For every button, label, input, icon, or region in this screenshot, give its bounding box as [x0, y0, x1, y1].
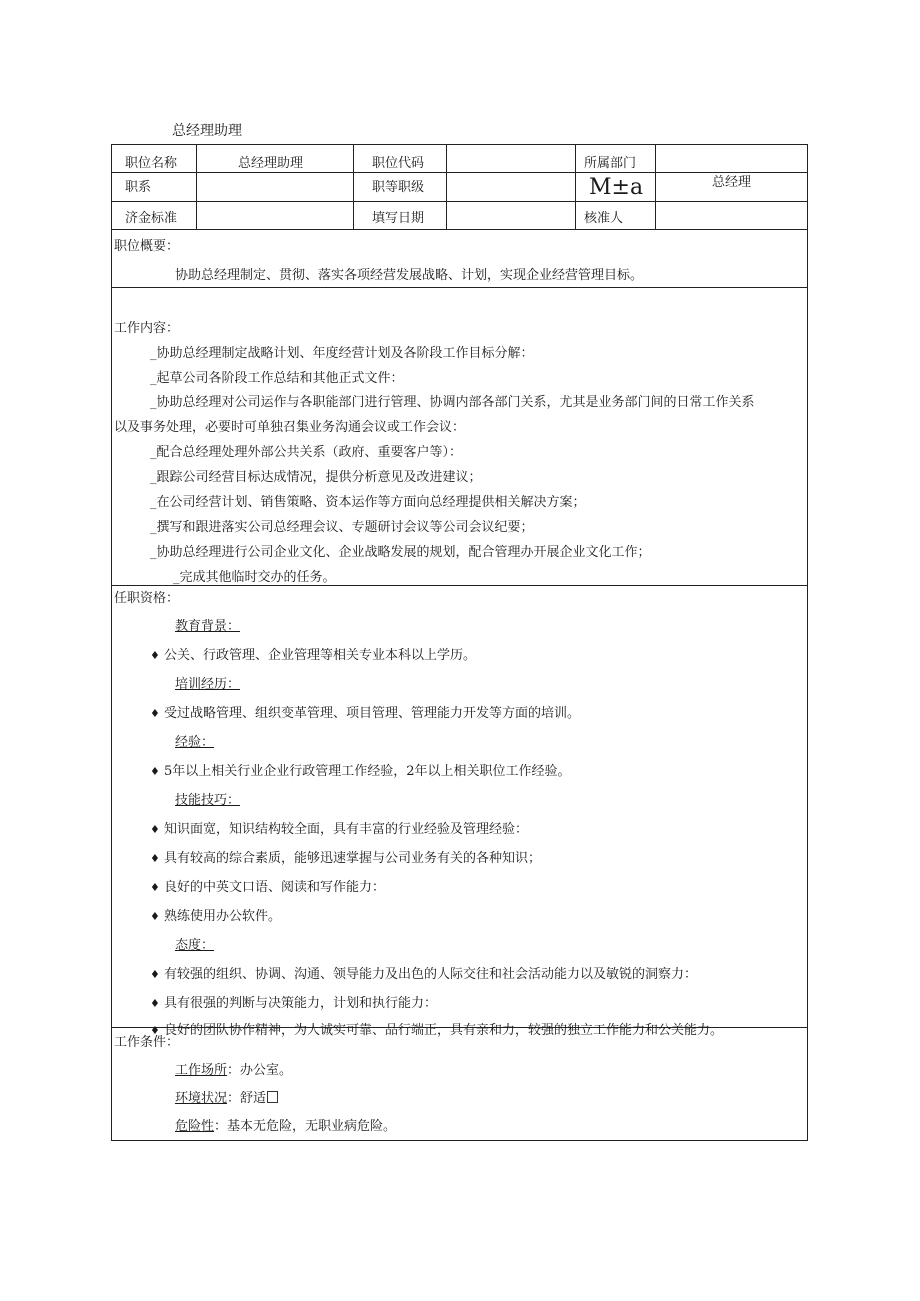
diamond-bullet-icon: ♦	[150, 765, 160, 778]
job-description-table	[111, 144, 808, 1141]
experience-title: 经验：	[175, 735, 215, 750]
condition-item: 环境状况：舒适	[175, 1087, 278, 1106]
diamond-bullet-icon: ♦	[150, 823, 160, 836]
skills-title: 技能技巧：	[175, 793, 241, 808]
label-position-code: 职位代码	[372, 156, 425, 171]
qualification-section	[112, 585, 807, 1038]
value-superior: 总经理	[712, 175, 752, 190]
label-department: 所属部门	[584, 156, 637, 171]
list-item: ♦ 具有较高的综合素质，能够迅速掌握与公司业务有关的各种知识；	[150, 851, 542, 866]
label-superior: M±a	[589, 175, 644, 200]
work-line: _协助总经理制定战略计划、年度经营计划及各阶段工作目标分解：	[150, 346, 534, 361]
diamond-bullet-icon: ♦	[150, 1024, 160, 1037]
qualification-title: 任职资格：	[114, 591, 180, 606]
diamond-bullet-icon: ♦	[150, 881, 160, 894]
work-line: _协助总经理进行公司企业文化、企业战略发展的规划，配合管理办开展企业文化工作；	[150, 545, 651, 560]
work-line: _起草公司各阶段工作总结和其他正式文件：	[150, 371, 404, 386]
diamond-bullet-icon: ♦	[150, 852, 160, 865]
list-item: ♦ 具有很强的判断与决策能力，计划和执行能力：	[150, 996, 438, 1011]
label-position-name: 职位名称	[125, 156, 178, 171]
education-title: 教育背景：	[175, 619, 241, 634]
overview-title: 职位概要：	[114, 239, 180, 254]
diamond-bullet-icon: ♦	[150, 707, 160, 720]
work-line: _协助总经理对公司运作与各职能部门进行管理、协调内部各部门关系，尤其是业务部门间的日常工作关系	[150, 395, 755, 410]
value-position-name: 总经理助理	[238, 156, 304, 171]
list-item: ♦ 良好的团队协作精神，为人诚实可靠、品行端正，具有亲和力，较强的独立工作能力和公关能力。	[150, 1023, 724, 1038]
checkbox-icon	[267, 1091, 278, 1103]
diamond-bullet-icon: ♦	[150, 997, 160, 1010]
label-salary-standard: 济金标准	[125, 211, 178, 226]
diamond-bullet-icon: ♦	[150, 968, 160, 981]
label-fill-date: 填写日期	[372, 211, 425, 226]
condition-item: 工作场所：办公室。	[175, 1063, 293, 1078]
list-item: ♦ 熟练使用办公软件。	[150, 909, 282, 924]
list-item: ♦ 知识面宽，知识结构较全面，具有丰富的行业经验及管理经验：	[150, 822, 529, 837]
work-line: _配合总经理处理外部公共关系（政府、重要客户等）：	[150, 445, 463, 460]
work-line: _完成其他临时交办的任务。	[173, 570, 336, 585]
label-job-grade: 职等职级	[372, 180, 425, 195]
list-item: ♦ 受过战略管理、组织变革管理、项目管理、管理能力开发等方面的培训。	[150, 706, 581, 721]
overview-text: 协助总经理制定、贯彻、落实各项经营发展战略、计划，实现企业经营管理目标。	[175, 268, 644, 283]
work-line: 以及事务处理，必要时可单独召集业务沟通会议或工作会议：	[114, 420, 466, 435]
work-line: _在公司经营计划、销售策略、资本运作等方面向总经理提供相关解决方案；	[150, 495, 586, 510]
page-title: 总经理助理	[172, 123, 242, 139]
list-item: ♦ 良好的中英文口语、阅读和写作能力：	[150, 880, 386, 895]
work-content-title: 工作内容：	[114, 321, 180, 336]
work-line: _跟踪公司经营目标达成情况，提供分析意见及改进建议；	[150, 470, 482, 485]
work-line: _撰写和跟进落实公司总经理会议、专题研讨会议等公司会议纪要；	[150, 520, 534, 535]
conditions-title: 工作条件：	[114, 1035, 180, 1050]
list-item: ♦ 5年以上相关行业企业行政管理工作经验，2年以上相关职位工作经验。	[150, 764, 571, 779]
diamond-bullet-icon: ♦	[150, 910, 160, 923]
diamond-bullet-icon: ♦	[150, 649, 160, 662]
attitude-title: 态度：	[175, 938, 215, 953]
list-item: ♦ 公关、行政管理、企业管理等相关专业本科以上学历。	[150, 648, 477, 663]
label-job-family: 职系	[125, 180, 152, 195]
training-title: 培训经历：	[175, 677, 241, 692]
label-approver: 核准人	[584, 211, 624, 226]
list-item: ♦ 有较强的组织、协调、沟通、领导能力及出色的人际交往和社会活动能力以及敏锐的洞察力：	[150, 967, 698, 982]
condition-item: 危险性：基本无危险，无职业病危险。	[175, 1119, 397, 1134]
